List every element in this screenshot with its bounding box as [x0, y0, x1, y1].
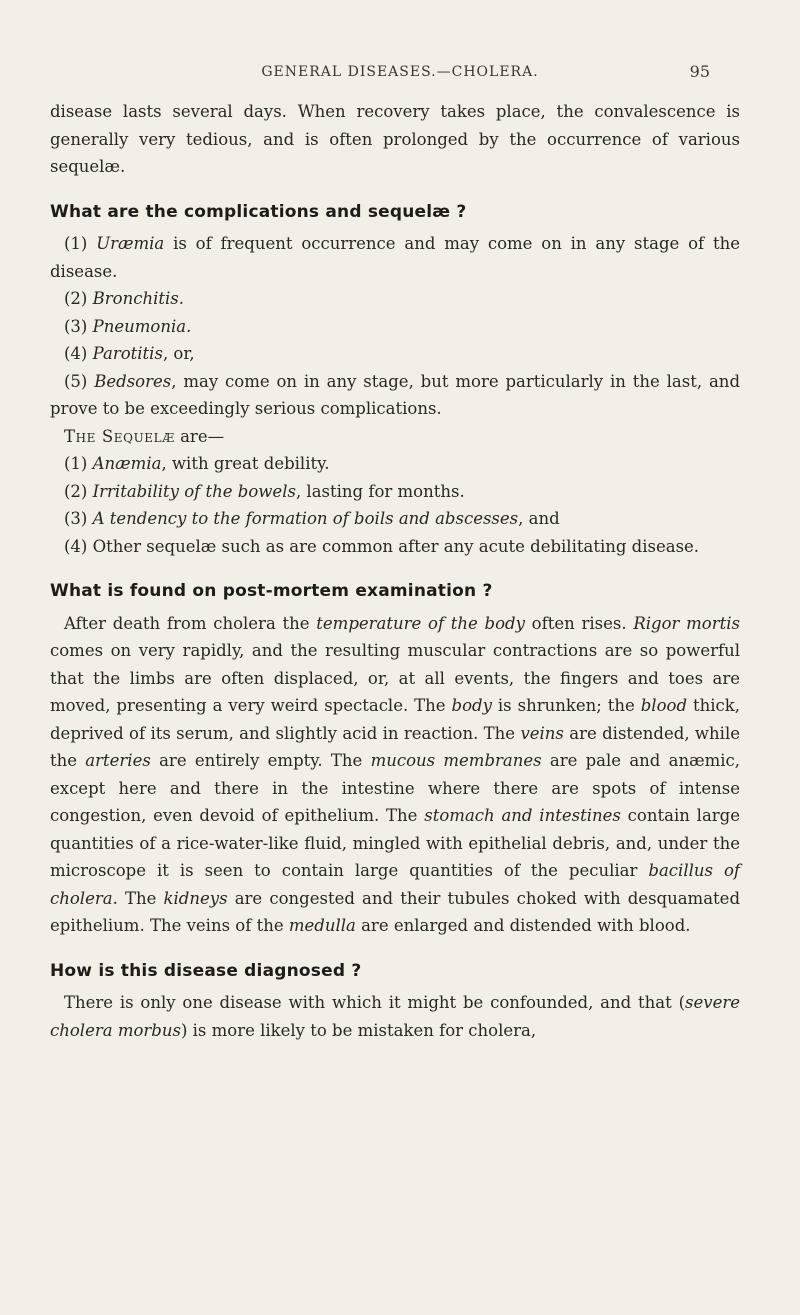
page-number: 95 [689, 62, 710, 81]
diagnosis-paragraph [50, 989, 740, 1044]
item-number: (1) [64, 234, 88, 253]
intro-paragraph: disease lasts several days. When recovery takes place, the convalescence is generally very tedious, and is often prolonged by the occurrence of various sequelæ. [50, 102, 740, 176]
italic-term: Rigor mortis [633, 613, 740, 633]
list-item [50, 450, 740, 478]
text-run: are pale and anæmic, except here and there in the intestine where there are spots of intense congestion, even devoid of epithelium. The [50, 751, 740, 825]
diagnosis-heading: How is this disease diagnosed ? [50, 960, 362, 981]
text-run: contain large quantities of a rice-water-like fluid, mingled with epithelial debris, and, under the microscope it is seen to contain large quantities of the peculiar [50, 806, 740, 880]
sequelae-label: The Sequelæ [64, 426, 175, 446]
item-term: A tendency to the formation of boils and abscesses [92, 509, 519, 528]
item-term: Uræmia [96, 234, 165, 253]
list-item [50, 340, 740, 368]
italic-term: mucous membranes [370, 751, 542, 770]
item-term: Parotitis [92, 344, 163, 363]
list-item [50, 478, 740, 506]
text-run: often rises. [524, 613, 634, 633]
sequelae-list [50, 450, 740, 560]
item-number: (2) [64, 289, 88, 308]
text-run: thick, deprived of its serum, and slightly acid in reaction. The [50, 696, 740, 743]
list-item [50, 230, 740, 285]
italic-term: stomach and intestines [424, 806, 621, 825]
text-run: comes on very rapidly, and the resulting muscular contractions are so powerful that the limbs are often displaced, or, at all events, the fingers and toes are moved, presenting a very weird spectacle. The [50, 641, 740, 715]
body-text [50, 98, 740, 1044]
item-number: (3) [64, 509, 88, 528]
text-run: are congested and their tubules choked with desquamated epithelium. The veins of the [50, 888, 741, 935]
text-run: are enlarged and distended with blood. [355, 916, 691, 935]
text-run: The [117, 888, 164, 908]
italic-term: arteries [85, 751, 151, 770]
item-text: Other sequelæ such as are common after any acute debilitating disease. [92, 536, 700, 556]
italic-term: bacillus of cholera. [50, 861, 740, 908]
text-run: ) is more likely to be mistaken for cholera, [180, 1020, 537, 1040]
text-run: are entirely empty. The [150, 751, 371, 770]
sequelae-suffix: are— [174, 426, 225, 446]
italic-term: veins [520, 723, 564, 743]
italic-term: temperature of the body [316, 613, 525, 633]
text-run: are distended, while the [50, 723, 740, 770]
item-number: (4) [64, 344, 88, 363]
item-term: Pneumonia. [92, 316, 192, 336]
list-item [50, 313, 740, 341]
running-head: GENERAL DISEASES.—CHOLERA. [261, 64, 539, 80]
italic-term: kidneys [163, 888, 228, 908]
item-text: , lasting for months. [295, 481, 465, 501]
item-term: Irritability of the bowels [92, 481, 296, 501]
post-mortem-heading: What is found on post-mortem examination ? [50, 581, 493, 601]
post-mortem-paragraph [50, 610, 740, 940]
item-text: , with great debility. [161, 454, 330, 473]
text-run: There is only one disease with which it might be confounded, and that ( [64, 993, 686, 1012]
italic-term: medulla [288, 916, 356, 935]
italic-term: blood [640, 696, 688, 715]
item-text: is of frequent occurrence and may come on in any stage of the disease. [50, 234, 740, 281]
complications-list [50, 230, 740, 423]
item-term: Bedsores [94, 371, 172, 391]
item-number: (2) [64, 481, 88, 501]
italic-term: body [451, 696, 492, 715]
sequelae-intro [50, 423, 740, 451]
item-term: Bronchitis. [92, 289, 184, 308]
item-number: (1) [64, 454, 88, 473]
text-run: is shrunken; the [491, 696, 641, 715]
item-number: (5) [64, 371, 88, 391]
item-number: (4) [64, 536, 88, 556]
complications-heading: What are the complications and sequelæ ? [50, 201, 467, 222]
item-text: , or, [162, 344, 195, 363]
item-term: Anæmia [92, 454, 162, 473]
item-text: , may come on in any stage, but more particularly in the last, and prove to be exceedingly serious complications. [50, 371, 740, 418]
item-number: (3) [64, 316, 88, 336]
item-text: , and [518, 509, 560, 528]
list-item [50, 285, 740, 313]
list-item [50, 368, 740, 423]
italic-term: severe cholera morbus [50, 993, 740, 1040]
list-item [50, 533, 740, 561]
text-run: After death from cholera the [64, 613, 317, 633]
list-item [50, 505, 740, 533]
